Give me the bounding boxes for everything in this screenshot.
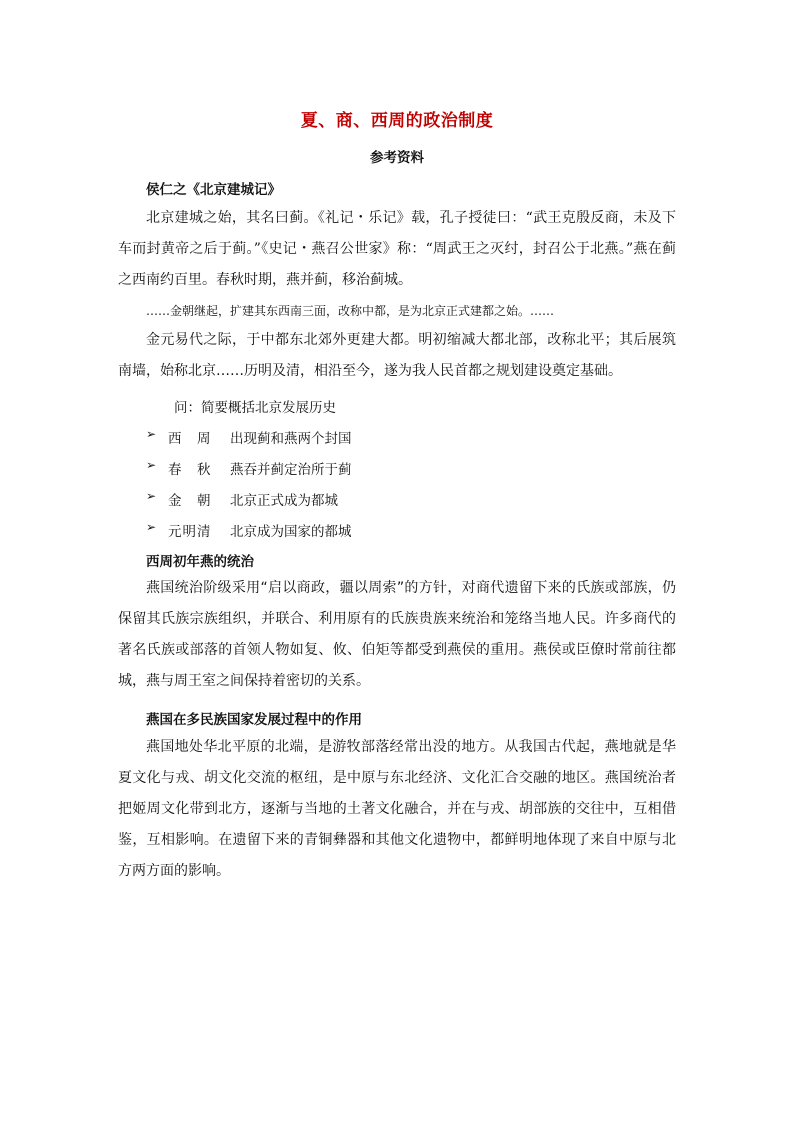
list-item	[146, 520, 546, 540]
paragraph-yan-role: 燕国地处华北平原的北端，是游牧部落经常出没的地方。从我国古代起，燕地就是华夏文化与戎、胡文化交流的枢纽，是中原与东北经济、文化汇合交融的地区。燕国统治者把姬周文化带到北方，逐渐与当地的土著文化融合，并在与戎、胡部族的交往中，互相借鉴，互相影响。在遗留下来的青铜彝器和其他文化遗物中，都鲜明地体现了来自中原与北方两方面的影响。	[118, 739, 676, 879]
paragraph-jin-yuan: 金元易代之际，于中都东北郊外更建大都。明初缩减大都北部，改称北平；其后展筑南墙，始称北京……历明及清，相沿至今，遂为我人民首都之规划建设奠定基础。	[118, 332, 676, 379]
question-line: 问：简要概括北京发展历史	[174, 400, 336, 416]
list-item-event: 燕吞并蓟定治所于蓟	[230, 462, 352, 478]
list-item-event: 北京正式成为都城	[230, 493, 338, 509]
document-subtitle: 参考资料	[370, 150, 424, 166]
section-heading-yan-role: 燕国在多民族国家发展过程中的作用	[146, 712, 362, 728]
section-heading-beijing-founding: 侯仁之《北京建城记》	[146, 182, 281, 198]
list-item	[146, 489, 546, 509]
section-heading-western-zhou-yan: 西周初年燕的统治	[146, 554, 254, 570]
arrow-bullet-icon: ➢	[146, 458, 157, 472]
list-item	[146, 458, 546, 478]
list-item-period: 西 周	[168, 431, 212, 447]
ellipsis-quote-line: ……金朝继起，扩建其东西南三面，改称中都，是为北京正式建都之始。……	[146, 304, 555, 318]
list-item-period: 春 秋	[168, 462, 212, 478]
list-item-event: 出现蓟和燕两个封国	[230, 431, 352, 447]
list-item-event: 北京成为国家的都城	[230, 524, 352, 540]
list-item-period: 金 朝	[168, 493, 212, 509]
list-item-period: 元明清	[168, 524, 212, 540]
arrow-bullet-icon: ➢	[146, 520, 157, 534]
paragraph-western-zhou-yan: 燕国统治阶级采用“启以商政，疆以周索”的方针，对商代遗留下来的氏族或部族，仍保留其氏族宗族组织，并联合、利用原有的氏族贵族来统治和笼络当地人民。许多商代的著名氏族或部落的首领人物如复、攸、伯矩等都受到燕侯的重用。燕侯或臣僚时常前往都城，燕与周王室之间保持着密切的关系。	[118, 580, 676, 689]
document-title: 夏、商、西周的政治制度	[300, 111, 494, 131]
paragraph-beijing-founding: 北京建城之始，其名曰蓟。《礼记・乐记》载，孔子授徒曰：“武王克殷反商，未及下车而封黄帝之后于蓟。”《史记・燕召公世家》称：“周武王之灭纣，封召公于北燕。”燕在蓟之西南约百里。春秋时期，燕并蓟，移治蓟城。	[118, 210, 676, 288]
arrow-bullet-icon: ➢	[146, 427, 157, 441]
list-item	[146, 427, 546, 447]
arrow-bullet-icon: ➢	[146, 489, 157, 503]
